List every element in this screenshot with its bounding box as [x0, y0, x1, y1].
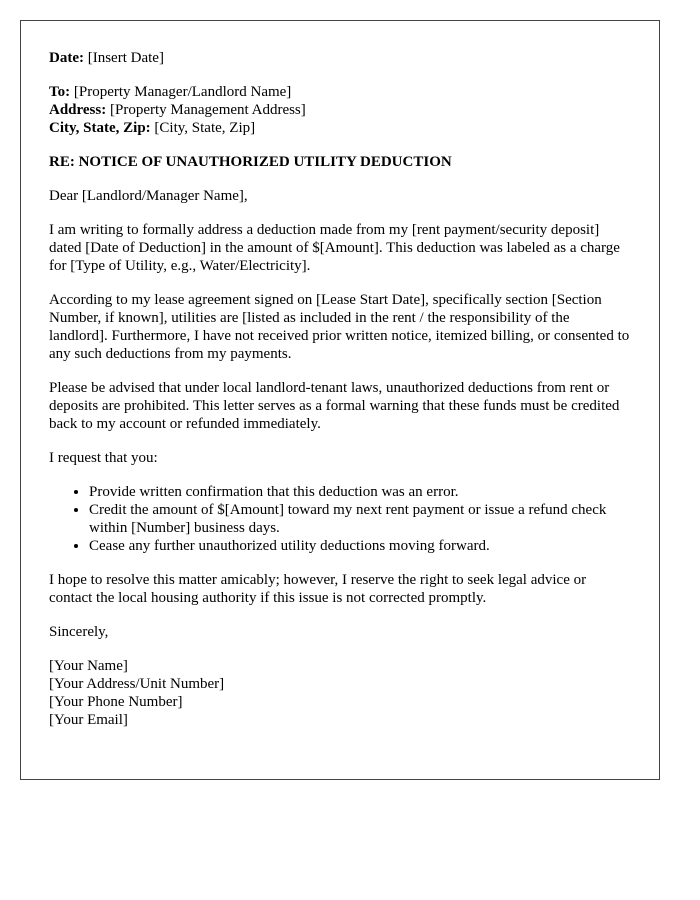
request-item: • Credit the amount of $[Amount] toward my next rent payment or issue a refund check within [Number] business days. [89, 501, 631, 537]
letter-document [20, 20, 660, 780]
date-line [49, 49, 631, 67]
date-label: Date: [49, 50, 84, 66]
salutation: Dear [Landlord/Manager Name], [49, 188, 248, 204]
date-value: [Insert Date] [87, 50, 164, 66]
recipient-to-line [49, 83, 631, 101]
address-label: Address: [49, 102, 107, 118]
body-paragraph-2: According to my lease agreement signed on [Lease Start Date], specifically section [Section Number, if known], utilities are [listed as included in the rent / the responsibility of the landlord]. Furthermore, I have not received prior written notice, itemized billing, or consented to any such deductions from my payments. [49, 292, 630, 362]
signature-email: [Your Email] [49, 712, 128, 728]
recipient-city-line [49, 119, 631, 137]
signature-name: [Your Name] [49, 658, 128, 674]
recipient-address-line [49, 101, 631, 119]
request-list [49, 483, 631, 555]
city-value: [City, State, Zip] [154, 120, 256, 136]
city-label: City, State, Zip: [49, 120, 151, 136]
body-paragraph-3: Please be advised that under local landlord-tenant laws, unauthorized deductions from rent or deposits are prohibited. This letter serves as a formal warning that these funds must be credited back to my account or refunded immediately. [49, 380, 620, 432]
signature-block [49, 657, 631, 729]
request-intro: I request that you: [49, 450, 158, 466]
subject-line: RE: NOTICE OF UNAUTHORIZED UTILITY DEDUCTION [49, 154, 452, 170]
body-paragraph-1: I am writing to formally address a deduction made from my [rent payment/security deposit] dated [Date of Deduction] in the amount of $[Amount]. This deduction was labeled as a charge for [Type of Utility, e.g., Water/Electricity]. [49, 222, 620, 274]
recipient-block [49, 83, 631, 137]
to-value: [Property Manager/Landlord Name] [73, 84, 292, 100]
closing-paragraph: I hope to resolve this matter amicably; however, I reserve the right to seek legal advice or contact the local housing authority if this issue is not corrected promptly. [49, 572, 587, 606]
request-item: • Provide written confirmation that this deduction was an error. [89, 483, 631, 501]
signature-address: [Your Address/Unit Number] [49, 676, 225, 692]
signoff: Sincerely, [49, 624, 109, 640]
signature-phone: [Your Phone Number] [49, 694, 183, 710]
to-label: To: [49, 84, 71, 100]
address-value: [Property Management Address] [109, 102, 306, 118]
request-item: • Cease any further unauthorized utility deductions moving forward. [89, 537, 631, 555]
